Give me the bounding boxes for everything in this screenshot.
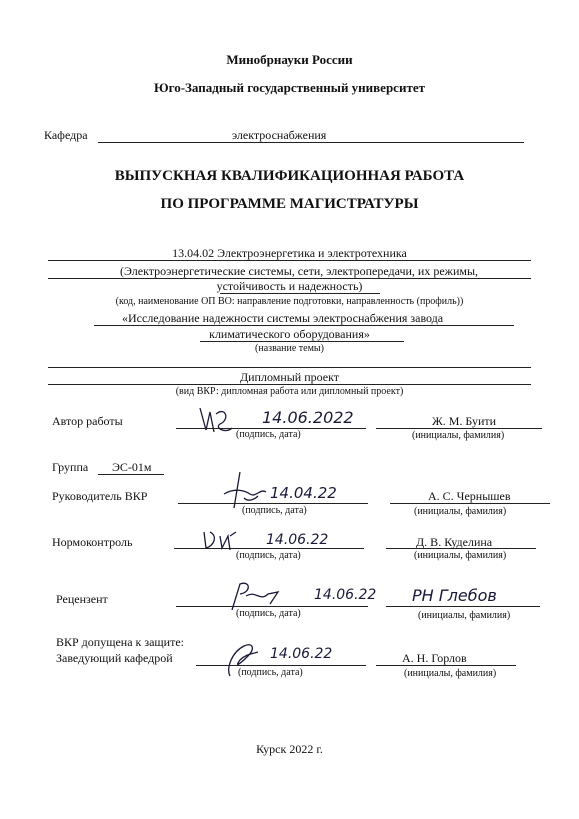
author-label: Автор работы — [52, 414, 123, 428]
supervisor-date: 14.04.22 — [270, 484, 337, 502]
normcontrol-date: 14.06.22 — [266, 532, 329, 548]
city-year: Курск 2022 г. — [256, 742, 323, 756]
admission-date: 14.06.22 — [270, 646, 333, 662]
ministry: Минобрнауки России — [226, 52, 353, 67]
work-title-line2: ПО ПРОГРАММЕ МАГИСТРАТУРЫ — [160, 196, 419, 212]
topic-line1: «Исследование надежности системы электроснабжения завода — [122, 311, 444, 325]
author-name: Ж. М. Буити — [432, 414, 497, 428]
group-label: Группа — [52, 460, 89, 474]
reviewer-name-caption: (инициалы, фамилия) — [418, 610, 511, 621]
department-label: Кафедра — [44, 128, 88, 142]
topic-underline-3 — [48, 367, 531, 368]
normcontrol-name: Д. В. Куделина — [416, 535, 493, 549]
reviewer-date: 14.06.22 — [314, 587, 377, 603]
normcontrol-label: Нормоконтроль — [52, 535, 133, 549]
reviewer-name-line — [386, 606, 540, 607]
program-caption: (код, наименование ОП ВО: направление подготовки, направленность (профиль)) — [115, 296, 464, 307]
supervisor-name: А. С. Чернышев — [428, 489, 511, 503]
program-profile-line1: (Электроэнергетические системы, сети, электропередачи, их режимы, — [120, 264, 479, 278]
admission-name-caption: (инициалы, фамилия) — [404, 668, 497, 679]
topic-line2: климатического оборудования» — [209, 327, 370, 341]
normcontrol-name-caption: (инициалы, фамилия) — [414, 550, 507, 561]
head-of-department-label: Заведующий кафедрой — [56, 651, 173, 665]
reviewer-label: Рецензент — [56, 592, 108, 606]
topic-caption: (название темы) — [255, 343, 324, 354]
work-title-line1: ВЫПУСКНАЯ КВАЛИФИКАЦИОННАЯ РАБОТА — [114, 168, 465, 184]
author-name-caption: (инициалы, фамилия) — [412, 430, 505, 441]
author-signature — [196, 404, 236, 442]
department-value: электроснабжения — [232, 128, 327, 142]
reviewer-sign-caption: (подпись, дата) — [236, 608, 301, 619]
work-type-caption: (вид ВКР: дипломная работа или дипломный проект) — [175, 386, 404, 397]
supervisor-sign-caption: (подпись, дата) — [242, 505, 307, 516]
supervisor-label: Руководитель ВКР — [52, 489, 148, 503]
program-code: 13.04.02 Электроэнергетика и электротехника — [172, 246, 407, 260]
university: Юго-Западный государственный университет — [154, 80, 425, 95]
author-sign-caption: (подпись, дата) — [236, 429, 301, 440]
group-value: ЭС-01м — [112, 460, 152, 474]
admission-label: ВКР допущена к защите: — [56, 635, 184, 649]
author-date: 14.06.2022 — [262, 408, 354, 427]
supervisor-name-caption: (инициалы, фамилия) — [414, 506, 507, 517]
program-profile-line2: устойчивость и надежность) — [216, 279, 363, 293]
admission-name: А. Н. Горлов — [402, 651, 467, 665]
normcontrol-sign-caption: (подпись, дата) — [236, 550, 301, 561]
normcontrol-signature — [200, 528, 240, 556]
admission-sign-caption: (подпись, дата) — [238, 667, 303, 678]
reviewer-name: РН Глебов — [412, 586, 497, 605]
work-type-value: Дипломный проект — [239, 370, 340, 384]
